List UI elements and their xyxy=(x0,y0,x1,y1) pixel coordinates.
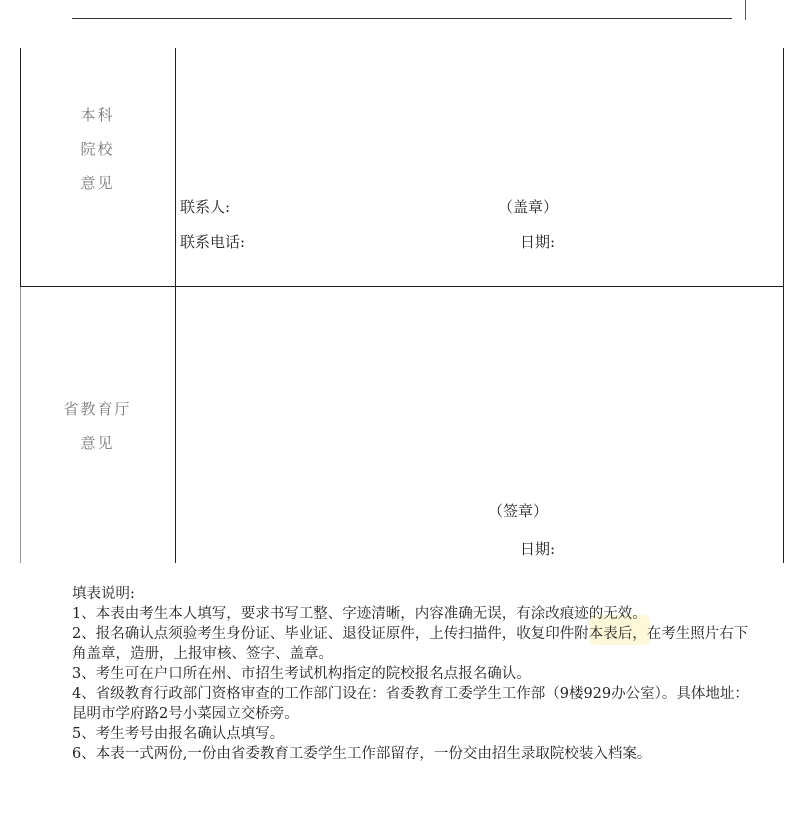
instruction-item: 6、本表一式两份,一份由省委教育工委学生工作部留存，一份交由招生录取院校装入档案。 xyxy=(72,746,652,762)
instruction-item: 4、省级教育行政部门资格审查的工作部门设在：省委教育工委学生工作部（9楼929办公室）。具体地址：昆明市学府路2号小菜园立交桥旁。 xyxy=(72,686,749,722)
instruction-item: 2、报名确认点须验考生身份证、毕业证、退役证原件，上传扫描件，收复印件附本表后，在考生照片右下角盖章，造册，上报审核、签字、盖章。 xyxy=(72,626,749,662)
table-right-border xyxy=(783,48,784,563)
instruction-item: 5、考生考号由报名确认点填写。 xyxy=(72,726,285,742)
table-row-divider xyxy=(20,286,784,287)
edu-dept-label-line: 意见 xyxy=(80,434,115,452)
instructions-title: 填表说明: xyxy=(72,586,135,602)
edu-dept-label-line: 省教育厅 xyxy=(63,400,132,418)
opinion-table xyxy=(20,48,784,563)
college-label-line: 本科 xyxy=(80,106,115,124)
edu-dept-opinion-label xyxy=(20,392,175,460)
contact-person-label: 联系人: xyxy=(180,198,231,216)
college-seal-label: （盖章） xyxy=(498,198,559,216)
edu-dept-date-label: 日期: xyxy=(520,540,556,558)
college-date-label: 日期: xyxy=(520,233,556,251)
edu-dept-seal-label: （签章） xyxy=(488,502,549,520)
college-opinion-label xyxy=(20,98,175,200)
header-rule xyxy=(72,18,732,19)
table-column-divider xyxy=(175,48,176,563)
college-label-line: 院校 xyxy=(80,140,115,158)
college-label-line: 意见 xyxy=(80,174,115,192)
filling-instructions xyxy=(72,584,752,764)
page-edge-mark xyxy=(745,0,746,20)
instruction-item: 3、考生可在户口所在州、市招生考试机构指定的院校报名点报名确认。 xyxy=(72,666,531,682)
contact-phone-label: 联系电话: xyxy=(180,233,246,251)
instruction-item: 1、本表由考生本人填写，要求书写工整、字迹清晰，内容准确无误，有涂改痕迹的无效。 xyxy=(72,606,647,622)
